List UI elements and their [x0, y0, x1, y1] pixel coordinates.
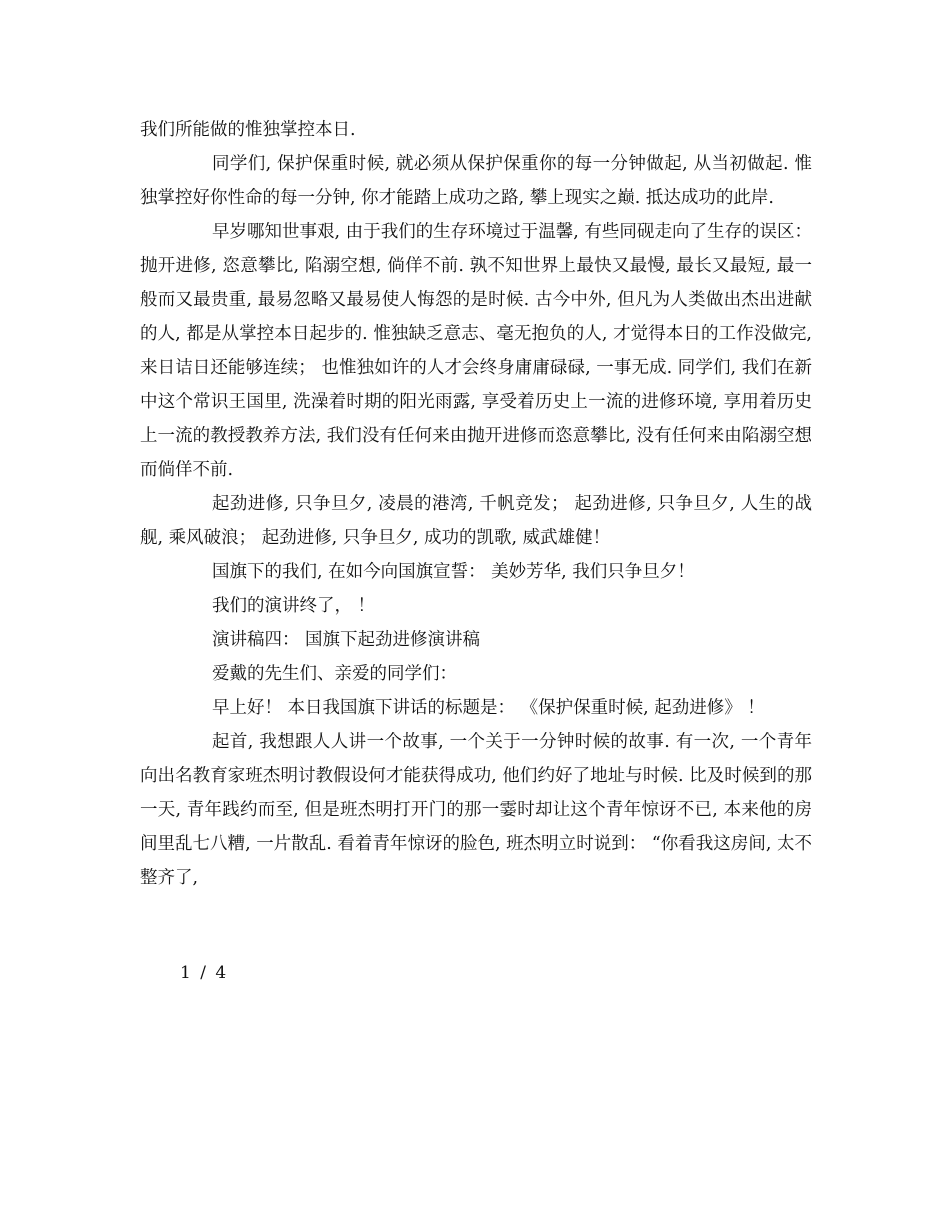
- paragraph-1: 我们所能做的惟独掌控本日.: [140, 120, 356, 140]
- paragraph-5: 国旗下的我们, 在如今向国旗宣誓： 美妙芳华, 我们只争旦夕！: [212, 562, 695, 582]
- document-body: [140, 113, 812, 895]
- paragraph-4: 起劲进修, 只争旦夕, 凌晨的港湾, 千帆竞发； 起劲进修, 只争旦夕, 人生的战舰, 乘风破浪； 起劲进修, 只争旦夕, 成功的凯歌, 威武雄健！: [140, 494, 812, 548]
- paragraph-6: 我们的演讲终了， ！: [212, 596, 376, 616]
- salutation: 爱戴的先生们、亲爱的同学们：: [212, 664, 457, 684]
- paragraph-3: 早岁哪知世事艰, 由于我们的生存环境过于温馨, 有些同砚走向了生存的误区： 抛开进修, 恣意攀比, 陷溺空想, 倘佯不前. 孰不知世界上最快又最慢, 最长又最短, 最一般而又最贵重, 最易忽略又最易使人悔怨的是时候. 古今中外, 但凡为人类做出杰出进献的人, 都是从掌控本日起步的. 惟独缺乏意志、毫无抱负的人, 才觉得本日的工作没做完, 来日诘日还能够连续； 也惟独如许的人才会终身庸庸碌碌, 一事无成. 同学们, 我们在新中这个常识王国里, 洗澡着时期的阳光雨露, 享受着历史上一流的进修环境, 享用着历史上一流的教授教养方法, 我们没有任何来由抛开进修而恣意攀比, 没有任何来由陷溺空想而倘佯不前.: [140, 222, 812, 480]
- paragraph-story: 起首, 我想跟人人讲一个故事, 一个关于一分钟时候的故事. 有一次, 一个青年向出名教育家班杰明讨教假设何才能获得成功, 他们约好了地址与时候. 比及时候到的那一天, 青年践约而至, 但是班杰明打开门的那一霎时却让这个青年惊讶不已, 本来他的房间里乱七八糟, 一片散乱. 看着青年惊讶的脸色, 班杰明立时说到： “你看我这房间, 太不整齐了,: [140, 732, 812, 888]
- page-number: 1 / 4: [180, 963, 229, 983]
- section-heading: 演讲稿四： 国旗下起劲进修演讲稿: [212, 630, 481, 650]
- paragraph-2: 同学们, 保护保重时候, 就必须从保护保重你的每一分钟做起, 从当初做起. 惟独掌控好你性命的每一分钟, 你才能踏上成功之路, 攀上现实之巅. 抵达成功的此岸.: [140, 154, 812, 208]
- greeting-paragraph: 早上好！ 本日我国旗下讲话的标题是： 《保护保重时候, 起劲进修》 ！: [212, 698, 765, 718]
